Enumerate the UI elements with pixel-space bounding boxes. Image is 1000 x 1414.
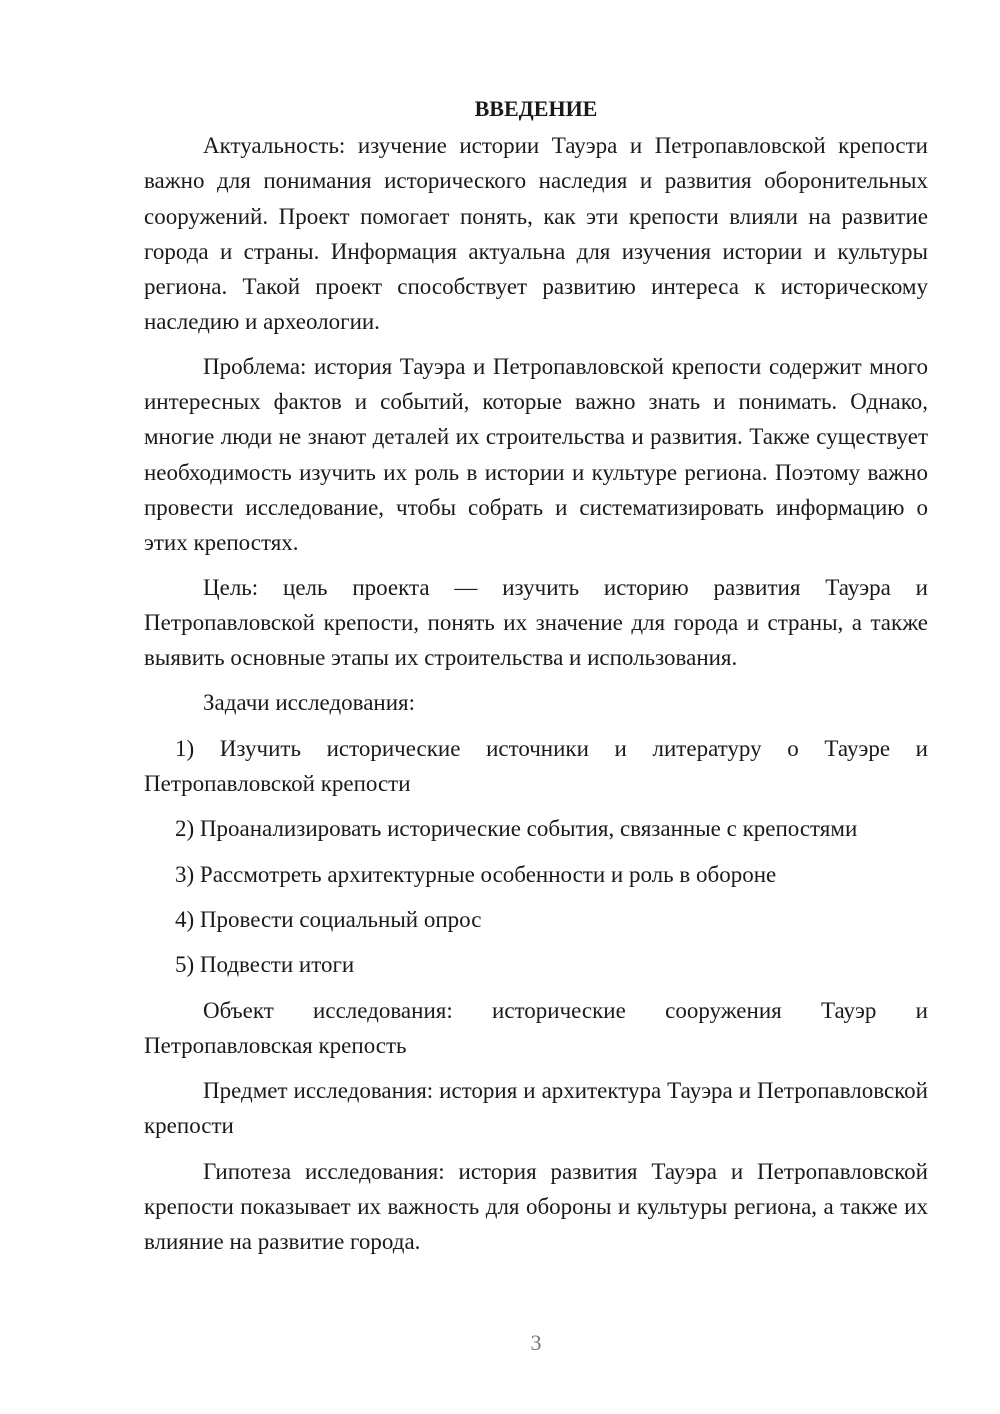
document-body xyxy=(144,91,928,1260)
task-item-5: 5) Подвести итоги xyxy=(175,952,355,978)
page-title: ВВЕДЕНИЕ xyxy=(474,96,598,121)
problem-paragraph: Проблема: история Тауэра и Петропавловской крепости содержит много интересных фактов и событий, которые важно знать и понимать. Однако, многие люди не знают деталей их строительства и развития. Также существует необходимость изучить их роль в истории и культуре региона. Поэтому важно провести исследование, чтобы собрать и систематизировать информацию о этих крепостях. xyxy=(144,353,928,556)
hypothesis-paragraph: Гипотеза исследования: история развития Тауэра и Петропавловской крепости показывает их важность для обороны и культуры региона, а также их влияние на развитие города. xyxy=(144,1158,928,1255)
task-item-1: 1) Изучить исторические источники и литературу о Тауэре и Петропавловской крепости xyxy=(144,735,928,797)
relevance-paragraph: Актуальность: изучение истории Тауэра и Петропавловской крепости важно для понимания исторического наследия и развития оборонительных сооружений. Проект помогает понять, как эти крепости влияли на развитие города и страны. Информация актуальна для изучения истории и культуры региона. Такой проект способствует развитию интереса к историческому наследию и археологии. xyxy=(144,133,928,335)
page-number: 3 xyxy=(530,1330,542,1355)
task-item-4: 4) Провести социальный опрос xyxy=(175,906,482,932)
tasks-heading: Задачи исследования: xyxy=(203,690,416,716)
task-item-3: 3) Рассмотреть архитектурные особенности и роль в обороне xyxy=(175,861,777,887)
goal-paragraph: Цель: цель проекта — изучить историю развития Тауэра и Петропавловской крепости, понять их значение для города и страны, а также выявить основные этапы их строительства и использования. xyxy=(144,574,928,671)
object-paragraph: Объект исследования: исторические сооружения Тауэр и Петропавловская крепость xyxy=(144,997,928,1058)
task-item-2: 2) Проанализировать исторические события, связанные с крепостями xyxy=(175,816,858,842)
subject-paragraph: Предмет исследования: история и архитектура Тауэра и Петропавловской крепости xyxy=(144,1078,928,1139)
